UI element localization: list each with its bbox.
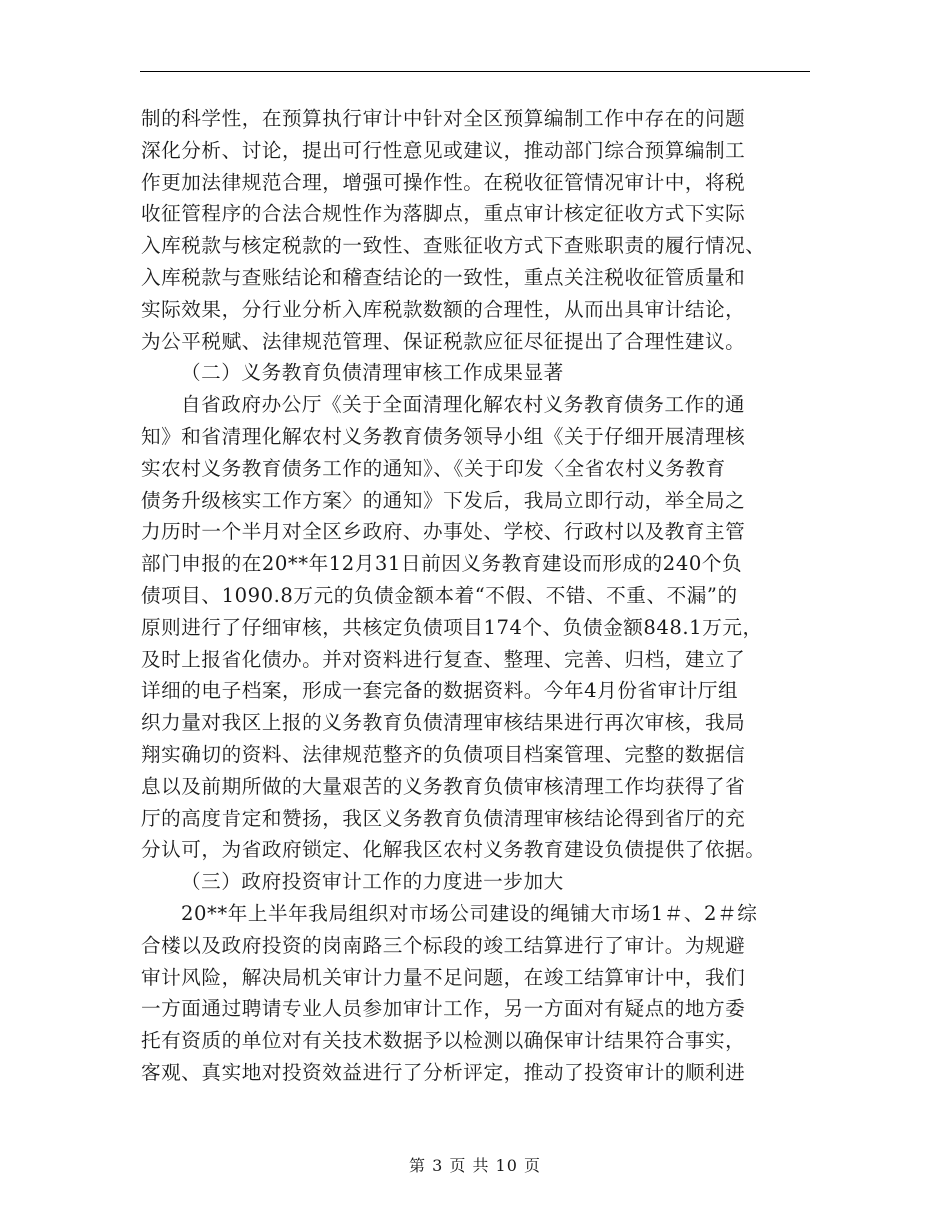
text-line: 合楼以及政府投资的岗南路三个标段的竣工结算进行了审计。为规避 (141, 933, 746, 957)
text-line: 深化分析、讨论，提出可行性意见或建议，推动部门综合预算编制工 (141, 138, 746, 162)
text-line: 知》和省清理化解农村义务教育债务领导小组《关于仔细开展清理核 (141, 424, 746, 448)
text-line: 详细的电子档案，形成一套完备的数据资料。今年4月份省审计厅组 (141, 679, 739, 703)
text-line: 实农村义务教育债务工作的通知》、《关于印发〈全省农村义务教育 (141, 456, 726, 480)
text-line: 托有资质的单位对有关技术数据予以检测以确保审计结果符合事实， (141, 1029, 746, 1053)
text-line: 息以及前期所做的大量艰苦的义务教育负债审核清理工作均获得了省 (141, 774, 746, 798)
text-line: 作更加法律规范合理，增强可操作性。在税收征管情况审计中，将税 (141, 170, 746, 194)
text-line: 审计风险，解决局机关审计力量不足问题，在竣工结算审计中，我们 (141, 965, 746, 989)
text-line: 翔实确切的资料、法律规范整齐的负债项目档案管理、完整的数据信 (141, 742, 746, 766)
text-line: 一方面通过聘请专业人员参加审计工作，另一方面对有疑点的地方委 (141, 997, 746, 1021)
text-line: 原则进行了仔细审核，共核定负债项目174个、负债金额848.1万元， (141, 615, 763, 639)
text-line: 入库税款与查账结论和稽查结论的一致性，重点关注税收征管质量和 (141, 265, 746, 289)
text-line: 及时上报省化债办。并对资料进行复查、整理、完善、归档，建立了 (141, 647, 746, 671)
body-text (141, 103, 811, 1089)
text-line: 收征管程序的合法合规性作为落脚点，重点审计核定征收方式下实际 (141, 202, 746, 226)
text-line: 实际效果，分行业分析入库税款数额的合理性，从而出具审计结论， (141, 297, 746, 321)
text-line: 为公平税赋、法律规范管理、保证税款应征尽征提出了合理性建议。 (141, 329, 746, 353)
section-heading: （二）义务教育负债清理审核工作成果显著 (181, 361, 564, 385)
text-line: 部门申报的在20**年12月31日前因义务教育建设而形成的240个负 (141, 552, 743, 576)
section-heading: （三）政府投资审计工作的力度进一步加大 (181, 870, 564, 894)
text-line: 分认可，为省政府锁定、化解我区农村义务教育建设负债提供了依据。 (141, 838, 766, 862)
text-line: 债项目、1090.8万元的负债金额本着“不假、不错、不重、不漏”的 (141, 583, 738, 607)
paragraph-first-line: 自省政府办公厅《关于全面清理化解农村义务教育债务工作的通 (181, 393, 746, 417)
text-line: 制的科学性，在预算执行审计中针对全区预算编制工作中存在的问题 (141, 107, 746, 130)
page-footer: 第 3 页 共 10 页 (409, 1156, 541, 1175)
text-line: 客观、真实地对投资效益进行了分析评定，推动了投资审计的顺利进 (141, 1060, 746, 1084)
text-line: 织力量对我区上报的义务教育负债清理审核结果进行再次审核，我局 (141, 711, 746, 735)
text-line: 入库税款与核定税款的一致性、查账征收方式下查账职责的履行情况、 (141, 234, 766, 258)
text-line: 力历时一个半月对全区乡政府、办事处、学校、行政村以及教育主管 (141, 520, 746, 544)
paragraph-first-line: 20**年上半年我局组织对市场公司建设的绳铺大市场1＃、2＃综 (181, 901, 758, 925)
header-rule (140, 71, 810, 72)
text-line: 债务升级核实工作方案〉的通知》下发后，我局立即行动，举全局之 (141, 488, 746, 512)
text-line: 厅的高度肯定和赞扬，我区义务教育负债清理审核结论得到省厅的充 (141, 806, 746, 830)
